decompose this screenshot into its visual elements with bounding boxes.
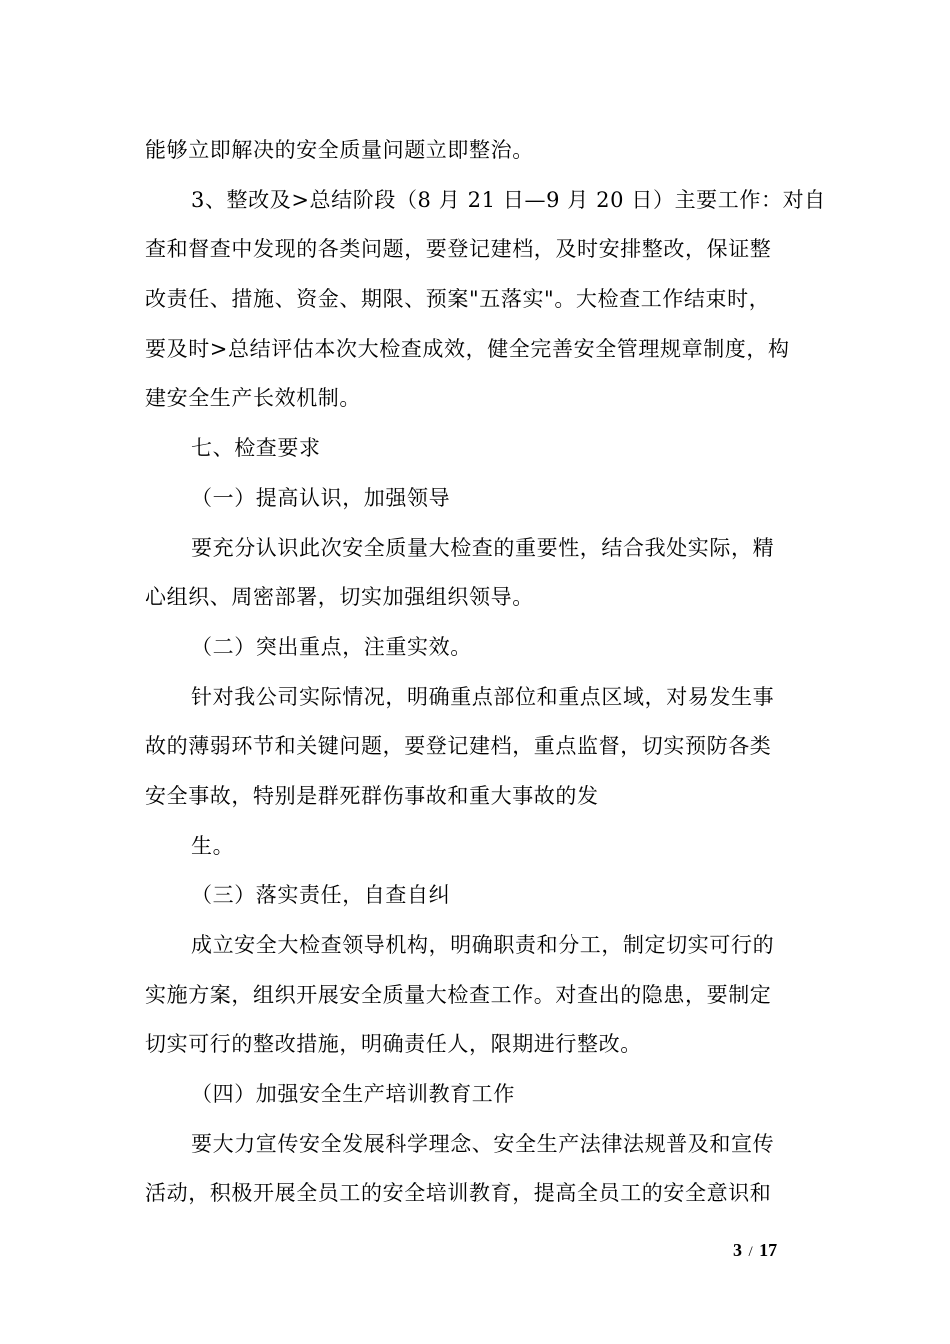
subsection-heading: （四）加强安全生产培训教育工作 bbox=[191, 1082, 515, 1107]
text-line: 安全事故，特别是群死群伤事故和重大事故的发 bbox=[145, 783, 599, 808]
subsection-heading: （一）提高认识，加强领导 bbox=[191, 485, 451, 510]
text-line: 3、整改及>总结阶段（8 月 21 日—9 月 20 日）主要工作：对自 bbox=[191, 187, 826, 212]
text-line: 改责任、措施、资金、期限、预案"五落实"。大检查工作结束时， bbox=[145, 287, 771, 312]
page-number bbox=[733, 1240, 777, 1261]
text-line: 建安全生产长效机制。 bbox=[145, 386, 361, 411]
page-separator: / bbox=[748, 1244, 753, 1260]
text-line: 要大力宣传安全发展科学理念、安全生产法律法规普及和宣传 bbox=[191, 1131, 775, 1156]
text-line: 实施方案，组织开展安全质量大检查工作。对查出的隐患，要制定 bbox=[145, 982, 772, 1007]
text-line: 切实可行的整改措施，明确责任人，限期进行整改。 bbox=[145, 1032, 642, 1057]
text-line: 能够立即解决的安全质量问题立即整治。 bbox=[145, 138, 534, 162]
page-total: 17 bbox=[759, 1240, 778, 1260]
text-line: 查和督查中发现的各类问题，要登记建档，及时安排整改，保证整 bbox=[145, 237, 772, 262]
text-line: 故的薄弱环节和关键问题，要登记建档，重点监督，切实预防各类 bbox=[145, 734, 772, 759]
text-line: 要充分认识此次安全质量大检查的重要性，结合我处实际，精 bbox=[191, 535, 775, 560]
subsection-heading: （三）落实责任，自查自纠 bbox=[191, 883, 451, 908]
page-current: 3 bbox=[733, 1240, 742, 1260]
subsection-heading: （二）突出重点，注重实效。 bbox=[191, 634, 472, 659]
text-line: 活动，积极开展全员工的安全培训教育，提高全员工的安全意识和 bbox=[145, 1181, 772, 1206]
section-heading: 七、检查要求 bbox=[191, 436, 321, 461]
text-line: 生。 bbox=[191, 833, 235, 858]
text-line: 要及时>总结评估本次大检查成效，健全完善安全管理规章制度，构 bbox=[145, 336, 790, 361]
text-line: 成立安全大检查领导机构，明确职责和分工，制定切实可行的 bbox=[191, 933, 775, 957]
text-line: 针对我公司实际情况，明确重点部位和重点区域，对易发生事 bbox=[191, 684, 775, 709]
text-line: 心组织、周密部署，切实加强组织领导。 bbox=[145, 585, 534, 610]
document-body bbox=[145, 126, 826, 1219]
